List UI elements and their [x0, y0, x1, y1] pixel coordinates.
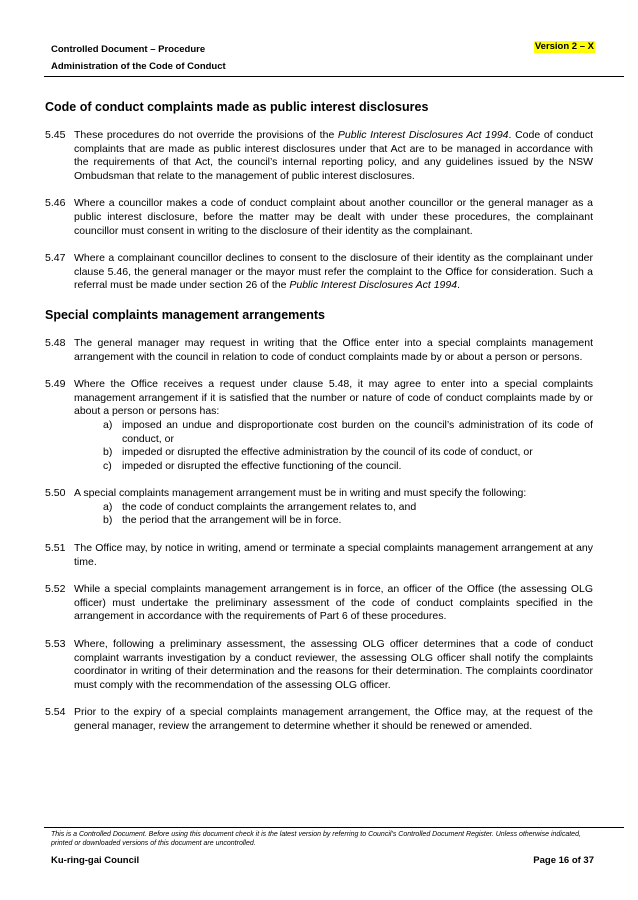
clause-text: The general manager may request in writing that the Office enter into a special complaints management arrangement with the council in relation to code of conduct complaints made by or about a person or persons. [74, 336, 593, 363]
clause-5-53 [45, 638, 593, 692]
footer-divider [44, 827, 624, 828]
list-text: impeded or disrupted the effective functioning of the council. [122, 459, 402, 472]
section-heading-special-arrangements: Special complaints management arrangements [45, 307, 325, 322]
clause-number: 5.49 [45, 378, 66, 391]
clause-number: 5.54 [45, 706, 66, 719]
document-body [45, 99, 593, 734]
list-label: c) [103, 459, 112, 472]
clause-5-54 [45, 706, 593, 733]
document-header [51, 41, 226, 75]
header-divider [44, 76, 624, 77]
clause-5-47 [45, 252, 593, 293]
list-item [103, 446, 593, 460]
clause-text: The Office may, by notice in writing, amend or terminate a special complaints management arrangement at any time. [74, 542, 593, 568]
list-text: impeded or disrupted the effective administration by the council of its code of conduct, or [122, 446, 533, 459]
controlled-document-notice: This is a Controlled Document. Before using this document check it is the latest version by referring to Council’s Controlled Document Register. Unless otherwise indicated, printed or downloaded versions of this document are uncontrolled. [51, 831, 581, 847]
clause-text: These procedures do not override the provisions of the [74, 129, 338, 141]
clause-text: Prior to the expiry of a special complaints management arrangement, the Office may, at the request of the general manager, review the arrangement to determine whether it should be renewed or amended. [74, 706, 593, 732]
clause-text: . Code of conduct complaints that are made as public interest disclosures under that Act are to be managed in accordance with the requirements of that Act, the council’s internal reporting policy, and any guidelines issued by the NSW Ombudsman that relate to the management of public interest disclosures. [74, 129, 593, 182]
clause-number: 5.52 [45, 583, 66, 596]
list-text: the period that the arrangement will be in force. [122, 514, 342, 527]
clause-number: 5.51 [45, 542, 66, 555]
clause-5-52 [45, 583, 593, 624]
clause-number: 5.50 [45, 487, 66, 500]
page-number: Page 16 of 37 [533, 855, 594, 866]
clause-text: Where, following a preliminary assessment, the assessing OLG officer determines that a code of conduct complaint warrants investigation by a conduct reviewer, the assessing OLG officer shall notify the complaints coordinator in writing of their determination and the reasons for their determination. The complaints coordinator must comply with the recommendation of the assessing OLG officer. [74, 638, 593, 691]
clause-number: 5.48 [45, 336, 66, 349]
list-item [103, 460, 593, 474]
clause-5-48 [45, 337, 593, 364]
list-item [103, 501, 593, 515]
list-text: imposed an undue and disproportionate cost burden on the council’s administration of its code of conduct, or [122, 418, 593, 445]
list-label: a) [103, 500, 113, 513]
clause-5-45 [45, 129, 593, 183]
clause-text: A special complaints management arrangement must be in writing and must specify the following: [74, 487, 527, 500]
clause-5-46 [45, 197, 593, 238]
list-label: b) [103, 514, 113, 527]
clause-5-50 [45, 487, 593, 501]
clause-text: While a special complaints management arrangement is in force, an officer of the Office (the assessing OLG officer) must undertake the preliminary assessment of the code of conduct complaints specified in the arrangement in accordance with the requirements of Part 6 of these procedures. [74, 583, 593, 623]
clause-number: 5.53 [45, 638, 66, 651]
document-type: Controlled Document – Procedure [51, 44, 206, 55]
section-heading-public-interest: Code of conduct complaints made as public interest disclosures [45, 100, 429, 114]
list-label: a) [103, 418, 113, 431]
clause-text: . [457, 279, 460, 292]
clause-text: Where a councillor makes a code of conduct complaint about another councillor or the general manager as a public interest disclosure, before the matter may be dealt with under these procedures, the complainant councillor must consent in writing to the disclosure of their identity as the complainant. [74, 197, 593, 237]
clause-5-51 [45, 542, 593, 569]
clause-5-49 [45, 378, 593, 419]
act-title: Public Interest Disclosures Act 1994 [337, 129, 509, 141]
list-label: b) [103, 446, 113, 459]
list-item [103, 514, 593, 528]
clause-text: Where the Office receives a request under clause 5.48, it may agree to enter into a special complaints management arrangement if it is satisfied that the number or nature of code of conduct complaints made by or about a person or persons has: [74, 378, 593, 418]
version-badge: Version 2 – X [534, 41, 594, 52]
clause-number: 5.45 [45, 129, 66, 141]
act-title: Public Interest Disclosures Act 1994 [289, 279, 458, 292]
clause-number: 5.46 [45, 197, 66, 210]
list-text: the code of conduct complaints the arrangement relates to, and [122, 500, 417, 513]
clause-text: Where a complainant councillor declines to consent to the disclosure of their identity as the complainant under clause 5.46, the general manager or the mayor must refer the complaint to the Office for consideration. Such a referral must be made under section 26 of the [74, 252, 593, 292]
clause-number: 5.47 [45, 252, 66, 265]
organisation-name: Ku-ring-gai Council [51, 855, 140, 866]
document-title: Administration of the Code of Conduct [51, 61, 226, 72]
list-item [103, 419, 593, 446]
